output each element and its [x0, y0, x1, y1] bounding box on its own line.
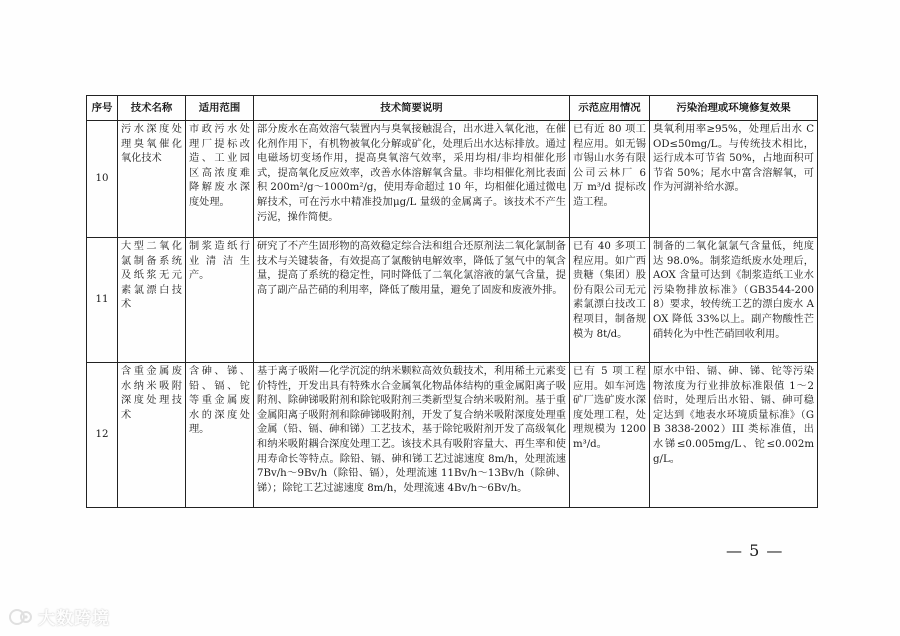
application-scope: 市政污水处理厂提标改造、工业园区高浓度难降解废水深度处理。: [186, 121, 254, 238]
technology-name: 污水深度处理臭氧催化氧化技术: [118, 121, 186, 238]
table-row: [87, 363, 818, 508]
treatment-effect: 制备的二氧化氯氯气含量低，纯度达 98.0%。制浆造纸废水处理后，AOX 含量可达到《制浆造纸工业水污染物排放标准》（GB3544-2008）要求，较传统工艺的漂白废水 AOX 降低 33%以上。副产物酸性芒硝转化为中性芒硝回收利用。: [650, 238, 818, 363]
demonstration-application: 已有近 80 项工程应用。如无锡市锡山水务有限公司云林厂 6 万 m³/d 提标改造工程。: [570, 121, 650, 238]
demonstration-application: 已有 5 项工程应用。如车河选矿厂选矿废水深度处理工程，处理规模为 1200m³/d。: [570, 363, 650, 508]
brand-logo-icon: [8, 606, 34, 628]
technology-description: 部分废水在高效溶气装置内与臭氧接触混合，出水进入氧化池，在催化剂作用下，有机物被氧化分解或矿化，处理后出水达标排放。通过电磁场切变场作用，提高臭氧溶气效率，采用均相/非均相催化形式，提高氧化反应效率，改善水体溶解氧含量。非均相催化剂比表面积 200m²/g～1000m²/g，使用寿命超过 10 年，均相催化通过微电解技术，可在污水中精准投加μg/L 量级的金属离子。该技术不产生污泥，操作简便。: [254, 121, 570, 238]
demonstration-application: 已有 40 多项工程应用。如广西贵糖（集团）股份有限公司无元素氯漂白技改工程项目，制备规模为 8t/d。: [570, 238, 650, 363]
technology-table: [86, 95, 818, 508]
technology-name: 大型二氧化氯制备系统及纸浆无元素氯漂白技术: [118, 238, 186, 363]
header-application: 示范应用情况: [570, 96, 650, 121]
application-scope: 含砷、锑、铅、镉、铊等重金属废水的深度处理。: [186, 363, 254, 508]
row-number: 12: [87, 363, 118, 508]
header-no: 序号: [87, 96, 118, 121]
treatment-effect: 臭氧利用率≥95%，处理后出水 COD≤50mg/L。与传统技术相比，运行成本可节省 50%，占地面积可节省 50%；尾水中富含溶解氧，可作为河湖补给水源。: [650, 121, 818, 238]
technology-description: 基于离子吸附—化学沉淀的纳米颗粒高效负载技术，利用稀土元素变价特性，开发出具有特殊水合金属氧化物晶体结构的重金属阳离子吸附剂、除砷锑吸附剂和除铊吸附剂三类新型复合纳米吸附剂。基于重金属阳离子吸附剂和除砷锑吸附剂，开发了复合纳米吸附深度处理重金属（铅、镉、砷和锑）工艺技术，基于除铊吸附剂开发了高级氧化和纳米吸附耦合深度处理工艺。该技术具有吸附容量大、再生率和使用寿命长等特点。除铅、镉、砷和锑工艺过滤速度 8m/h，处理流速 7Bv/h～9Bv/h（除铅、镉），处理流速 11Bv/h～13Bv/h（除砷、锑）；除铊工艺过滤速度 8m/h，处理流速 4Bv/h～6Bv/h。: [254, 363, 570, 508]
application-scope: 制浆造纸行业清洁生产。: [186, 238, 254, 363]
page-number: — 5 —: [726, 541, 784, 560]
technology-description: 研究了不产生固形物的高效稳定综合法和组合还原剂法二氧化氯制备技术与关键装备，有效提高了氯酸钠电解效率，降低了氢气中的氧含量，提高了系统的稳定性，同时降低了二氧化氯溶液的氯气含量，提高了副产品芒硝的利用率，降低了酸用量，避免了固废和废液外排。: [254, 238, 570, 363]
row-number: 10: [87, 121, 118, 238]
technology-name: 含重金属废水纳米吸附深度处理技术: [118, 363, 186, 508]
watermark-text: 大数跨境: [38, 609, 110, 629]
table-header-row: [87, 96, 818, 121]
watermark: [8, 604, 110, 629]
header-effect: 污染治理或环境修复效果: [650, 96, 818, 121]
table-row: [87, 238, 818, 363]
header-scope: 适用范围: [186, 96, 254, 121]
row-number: 11: [87, 238, 118, 363]
header-name: 技术名称: [118, 96, 186, 121]
table-row: [87, 121, 818, 238]
header-description: 技术简要说明: [254, 96, 570, 121]
treatment-effect: 原水中铅、镉、砷、锑、铊等污染物浓度为行业排放标准限值 1～2 倍时，处理后出水铅、镉、砷可稳定达到《地表水环境质量标准》（GB 3838-2002）III 类标准值，出水锑≤0.005mg/L、铊≤0.002mg/L。: [650, 363, 818, 508]
